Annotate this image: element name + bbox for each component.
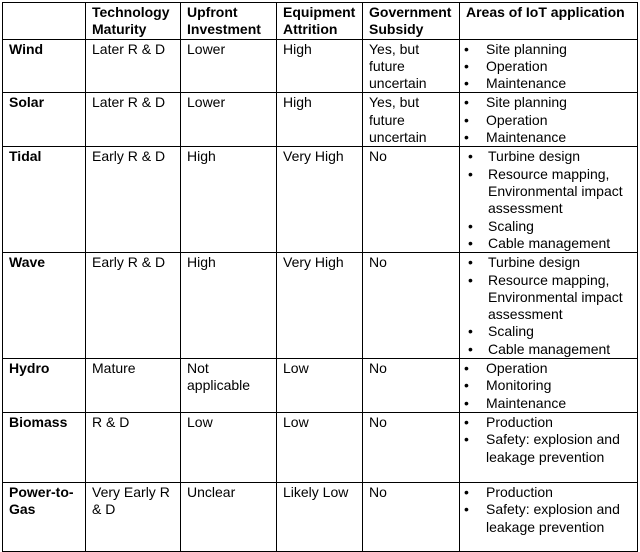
- cell-subsidy: Yes, but future uncertain: [363, 93, 460, 147]
- list-item: • Turbine design: [462, 148, 634, 165]
- cell-subsidy: Yes, but future uncertain: [363, 39, 460, 93]
- cell-attrition: Very High: [277, 253, 363, 359]
- list-item: • Safety: explosion and leakage prevention: [462, 501, 634, 536]
- cell-iot-areas: [460, 93, 638, 147]
- cell-iot-areas: [460, 482, 638, 551]
- cell-investment: Lower: [181, 39, 277, 93]
- cell-investment: Unclear: [181, 482, 277, 551]
- cell-attrition: Low: [277, 359, 363, 413]
- list-item: • Scaling: [462, 218, 634, 235]
- row-category: Wave: [3, 253, 86, 359]
- list-item: • Operation: [462, 112, 634, 129]
- iot-bullet-list: [462, 41, 634, 93]
- table-row: [3, 147, 638, 253]
- cell-investment: High: [181, 253, 277, 359]
- iot-bullet-list: [462, 94, 634, 146]
- list-item: • Resource mapping, Environmental impact assessment: [462, 166, 634, 218]
- list-item: • Safety: explosion and leakage prevention: [462, 431, 634, 466]
- cell-subsidy: No: [363, 412, 460, 482]
- cell-subsidy: No: [363, 482, 460, 551]
- cell-attrition: Very High: [277, 147, 363, 253]
- list-item: • Maintenance: [462, 395, 634, 412]
- cell-maturity: Early R & D: [86, 253, 181, 359]
- list-item: • Production: [462, 484, 634, 501]
- row-category: Wind: [3, 39, 86, 93]
- cell-attrition: High: [277, 39, 363, 93]
- list-item: • Cable management: [462, 341, 634, 358]
- header-subsidy: Government Subsidy: [363, 3, 460, 40]
- table-row: [3, 39, 638, 93]
- header-category: [3, 3, 86, 40]
- table-row: [3, 253, 638, 359]
- list-item: • Site planning: [462, 41, 634, 58]
- list-item: • Turbine design: [462, 254, 634, 271]
- list-item: • Cable management: [462, 235, 634, 252]
- cell-iot-areas: [460, 147, 638, 253]
- list-item: • Maintenance: [462, 129, 634, 146]
- row-category: Power-to-Gas: [3, 482, 86, 551]
- row-category: Biomass: [3, 412, 86, 482]
- list-item: • Maintenance: [462, 75, 634, 92]
- list-item: • Operation: [462, 360, 634, 377]
- header-investment: Upfront Investment: [181, 3, 277, 40]
- header-row: [3, 3, 638, 40]
- table-row: [3, 93, 638, 147]
- list-item: • Site planning: [462, 94, 634, 111]
- cell-investment: High: [181, 147, 277, 253]
- row-category: Solar: [3, 93, 86, 147]
- cell-maturity: Mature: [86, 359, 181, 413]
- cell-investment: Not applicable: [181, 359, 277, 413]
- table-row: [3, 359, 638, 413]
- cell-maturity: Later R & D: [86, 39, 181, 93]
- header-maturity: Technology Maturity: [86, 3, 181, 40]
- cell-iot-areas: [460, 39, 638, 93]
- cell-attrition: Likely Low: [277, 482, 363, 551]
- header-iot: Areas of IoT application: [460, 3, 638, 40]
- cell-subsidy: No: [363, 253, 460, 359]
- iot-bullet-list: [462, 254, 634, 358]
- cell-maturity: Early R & D: [86, 147, 181, 253]
- iot-bullet-list: [462, 414, 634, 466]
- cell-maturity: R & D: [86, 412, 181, 482]
- list-item: • Resource mapping, Environmental impact assessment: [462, 272, 634, 324]
- row-category: Hydro: [3, 359, 86, 413]
- table-row: [3, 482, 638, 551]
- iot-bullet-list: [462, 148, 634, 252]
- cell-attrition: Low: [277, 412, 363, 482]
- cell-iot-areas: [460, 412, 638, 482]
- list-item: • Monitoring: [462, 377, 634, 394]
- list-item: • Production: [462, 414, 634, 431]
- cell-investment: Lower: [181, 93, 277, 147]
- cell-maturity: Very Early R & D: [86, 482, 181, 551]
- list-item: • Operation: [462, 58, 634, 75]
- list-item: • Scaling: [462, 323, 634, 340]
- table-row: [3, 412, 638, 482]
- iot-bullet-list: [462, 360, 634, 412]
- energy-comparison-table: [2, 2, 638, 552]
- cell-subsidy: No: [363, 147, 460, 253]
- cell-maturity: Later R & D: [86, 93, 181, 147]
- cell-iot-areas: [460, 359, 638, 413]
- row-category: Tidal: [3, 147, 86, 253]
- cell-iot-areas: [460, 253, 638, 359]
- cell-attrition: High: [277, 93, 363, 147]
- cell-investment: Low: [181, 412, 277, 482]
- header-attrition: Equipment Attrition: [277, 3, 363, 40]
- iot-bullet-list: [462, 484, 634, 536]
- cell-subsidy: No: [363, 359, 460, 413]
